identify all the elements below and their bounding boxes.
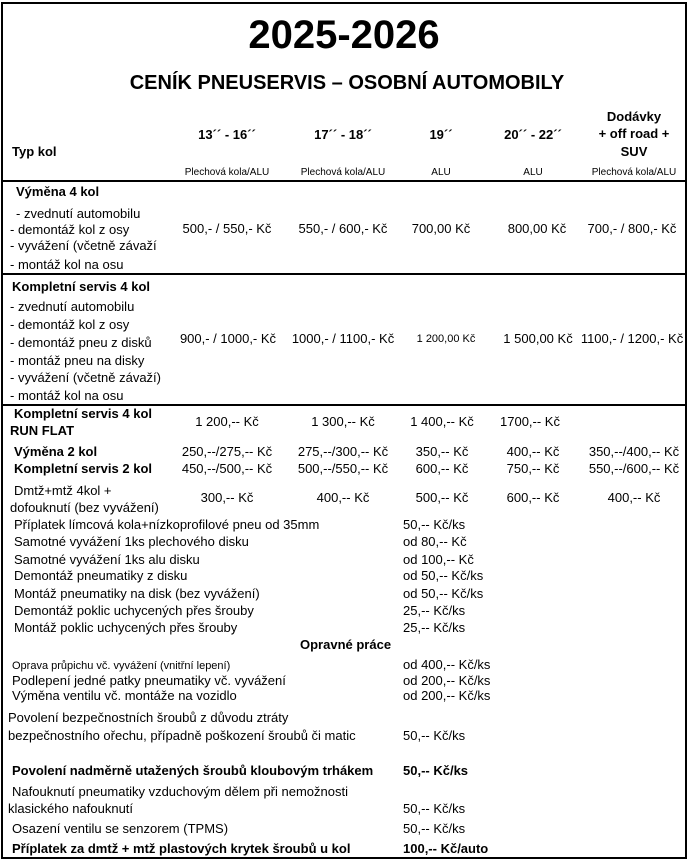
price-cell: 400,-- Kč bbox=[316, 490, 370, 505]
price-cell: 1100,- / 1200,- Kč bbox=[580, 331, 684, 346]
section-title: Kompletní servis 2 kol bbox=[14, 461, 152, 476]
price-cell: 700,- / 800,- Kč bbox=[587, 221, 677, 236]
other-price: 100,-- Kč/auto bbox=[403, 841, 489, 856]
col-size: Dodávky bbox=[606, 109, 662, 124]
repairs-heading: Opravné práce bbox=[300, 637, 392, 652]
price-cell: 700,00 Kč bbox=[411, 221, 471, 236]
section-title: Kompletní servis 4 kol bbox=[12, 279, 150, 294]
list-item: - montáž pneu na disky bbox=[10, 353, 145, 368]
other-label: klasického nafouknutí bbox=[8, 801, 134, 816]
extra-label: Montáž pneumatiky na disk (bez vyvážení) bbox=[14, 586, 260, 601]
other-price: 50,-- Kč/ks bbox=[403, 801, 466, 816]
price-cell: 400,-- Kč bbox=[506, 444, 560, 459]
extra-label: Příplatek límcová kola+nízkoprofilové pneu od 35mm bbox=[14, 517, 320, 532]
col-material: Plechová kola/ALU bbox=[184, 167, 270, 178]
price-cell: 800,00 Kč bbox=[507, 221, 567, 236]
price-cell: 900,- / 1000,- Kč bbox=[179, 331, 277, 346]
extra-price: od 80,-- Kč bbox=[403, 534, 467, 549]
repair-label: Podlepení jedné patky pneumatiky vč. vyvážení bbox=[12, 673, 286, 688]
section-title: Výměna 2 kol bbox=[14, 444, 98, 459]
extra-label: Samotné vyvážení 1ks plechového disku bbox=[14, 534, 249, 549]
extra-label: Montáž poklic uchycených přes šrouby bbox=[14, 620, 238, 635]
type-label: Typ kol bbox=[12, 144, 57, 159]
col-material: Plechová kola/ALU bbox=[591, 167, 677, 178]
list-item: - vyvážení (včetně závaží bbox=[10, 238, 157, 253]
extra-price: 25,-- Kč/ks bbox=[403, 620, 466, 635]
section-title: RUN FLAT bbox=[10, 423, 75, 438]
extra-price: 50,-- Kč/ks bbox=[403, 517, 466, 532]
page-title: 2025-2026 bbox=[248, 13, 440, 57]
extra-price: 25,-- Kč/ks bbox=[403, 603, 466, 618]
list-item: - demontáž pneu z disků bbox=[10, 335, 152, 350]
page-subtitle: CENÍK PNEUSERVIS – OSOBNÍ AUTOMOBILY bbox=[129, 72, 565, 94]
price-cell: 1 500,00 Kč bbox=[503, 331, 573, 346]
price-cell: 350,-- Kč bbox=[415, 444, 469, 459]
section-title: Výměna 4 kol bbox=[16, 184, 100, 199]
other-price: 50,-- Kč/ks bbox=[403, 763, 469, 778]
price-cell: 450,--/500,-- Kč bbox=[181, 461, 273, 476]
other-label: Osazení ventilu se senzorem (TPMS) bbox=[12, 821, 229, 836]
extra-price: od 100,-- Kč bbox=[403, 552, 474, 567]
price-cell: 1 200,00 Kč bbox=[416, 333, 476, 345]
price-cell: 1 300,-- Kč bbox=[311, 414, 375, 429]
col-material: ALU bbox=[431, 167, 451, 178]
price-cell: 600,-- Kč bbox=[506, 490, 560, 505]
other-label: Příplatek za dmtž + mtž plastových krytek šroubů u kol bbox=[12, 841, 351, 856]
extra-price: od 50,-- Kč/ks bbox=[403, 586, 484, 601]
divider bbox=[1, 273, 687, 275]
list-item: - montáž kol na osu bbox=[10, 257, 124, 272]
price-cell: 500,- / 550,- Kč bbox=[182, 221, 272, 236]
list-item: - demontáž kol z osy bbox=[10, 222, 130, 237]
price-cell: 400,-- Kč bbox=[607, 490, 661, 505]
row-label: dofouknutí (bez vyvážení) bbox=[10, 500, 159, 515]
price-cell: 600,-- Kč bbox=[415, 461, 469, 476]
col-size: 17´´ - 18´´ bbox=[314, 127, 372, 142]
other-price: 50,-- Kč/ks bbox=[403, 821, 466, 836]
row-label: Dmtž+mtž 4kol + bbox=[14, 483, 112, 498]
repair-price: od 400,-- Kč/ks bbox=[403, 657, 491, 672]
col-size: 13´´ - 16´´ bbox=[198, 127, 256, 142]
list-item: - demontáž kol z osy bbox=[10, 317, 130, 332]
price-cell: 550,- / 600,- Kč bbox=[298, 221, 388, 236]
price-cell: 550,--/600,-- Kč bbox=[588, 461, 680, 476]
list-item: - montáž kol na osu bbox=[10, 388, 124, 403]
list-item: - zvednutí automobilu bbox=[16, 206, 141, 221]
price-cell: 300,-- Kč bbox=[200, 490, 254, 505]
price-cell: 275,--/300,-- Kč bbox=[297, 444, 389, 459]
section-title: Kompletní servis 4 kol bbox=[14, 406, 152, 421]
price-cell: 1000,- / 1100,- Kč bbox=[291, 331, 395, 346]
price-cell: 1700,-- Kč bbox=[500, 414, 560, 429]
repair-label: Oprava průpichu vč. vyvážení (vnitřní lepení) bbox=[12, 660, 231, 672]
repair-price: od 200,-- Kč/ks bbox=[403, 673, 491, 688]
extra-label: Demontáž pneumatiky z disku bbox=[14, 568, 188, 583]
other-label: Povolení bezpečnostních šroubů z důvodu ztráty bbox=[8, 710, 289, 725]
price-cell: 350,--/400,-- Kč bbox=[588, 444, 680, 459]
extra-price: od 50,-- Kč/ks bbox=[403, 568, 484, 583]
price-cell: 250,--/275,-- Kč bbox=[181, 444, 273, 459]
repair-label: Výměna ventilu vč. montáže na vozidlo bbox=[12, 688, 237, 703]
other-price: 50,-- Kč/ks bbox=[403, 728, 466, 743]
price-cell: 500,-- Kč bbox=[415, 490, 469, 505]
price-cell: 500,--/550,-- Kč bbox=[297, 461, 389, 476]
price-cell: 1 200,-- Kč bbox=[195, 414, 259, 429]
list-item: - vyvážení (včetně závaží) bbox=[10, 370, 161, 385]
extra-label: Demontáž poklic uchycených přes šrouby bbox=[14, 603, 254, 618]
col-size: SUV bbox=[620, 144, 648, 159]
price-cell: 1 400,-- Kč bbox=[410, 414, 474, 429]
col-material: ALU bbox=[523, 167, 543, 178]
col-size: 19´´ bbox=[429, 127, 453, 142]
col-size: + off road + bbox=[598, 126, 670, 141]
other-label: bezpečnostního ořechu, případně poškození šroubů či matic bbox=[8, 728, 356, 743]
other-label: Povolení nadměrně utažených šroubů kloubovým trhákem bbox=[12, 763, 374, 778]
repair-price: od 200,-- Kč/ks bbox=[403, 688, 491, 703]
col-size: 20´´ - 22´´ bbox=[504, 127, 562, 142]
col-material: Plechová kola/ALU bbox=[300, 167, 386, 178]
list-item: - zvednutí automobilu bbox=[10, 299, 135, 314]
price-cell: 750,-- Kč bbox=[506, 461, 560, 476]
extra-label: Samotné vyvážení 1ks alu disku bbox=[14, 552, 200, 567]
other-label: Nafouknutí pneumatiky vzduchovým dělem při nemožnosti bbox=[12, 784, 348, 799]
